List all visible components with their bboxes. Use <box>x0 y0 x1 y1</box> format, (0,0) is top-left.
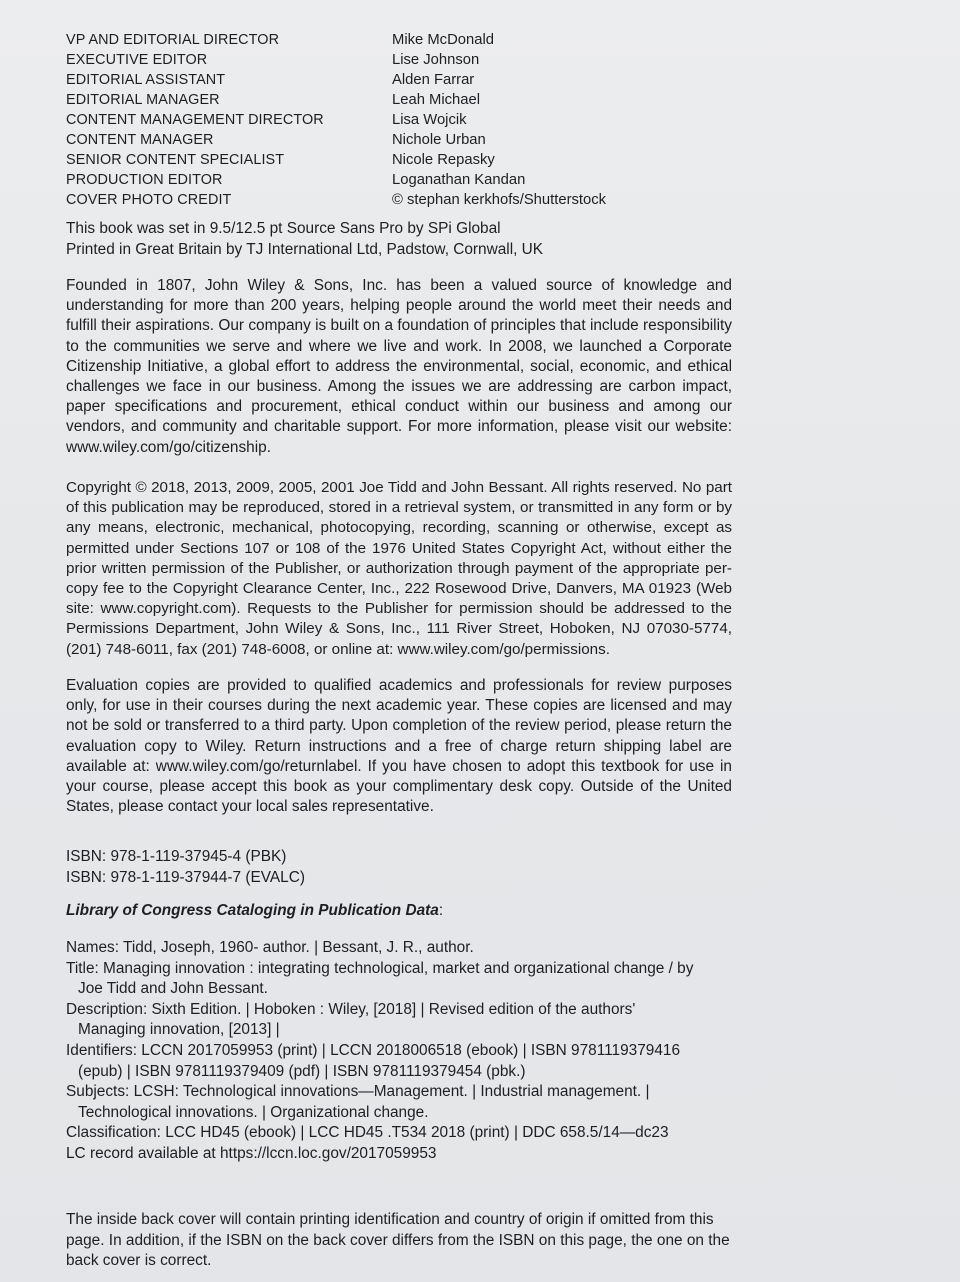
cip-subjects: Subjects: LCSH: Technological innovations—Management. | Industrial management. | Technological innovations. | Organizational change. <box>66 1083 650 1121</box>
credit-name: Lise Johnson <box>392 52 480 68</box>
copyright-paragraph <box>66 478 732 660</box>
credit-name: Leah Michael <box>392 92 481 108</box>
credit-row <box>66 188 666 208</box>
cip-classification: Classification: LCC HD45 (ebook) | LCC HD45 .T534 2018 (print) | DDC 658.5/14—dc23 <box>66 1124 669 1142</box>
back-cover-notice <box>66 1210 746 1272</box>
cip-names: Names: Tidd, Joseph, 1960- author. | Bessant, J. R., author. <box>66 939 474 956</box>
credit-row <box>66 68 666 88</box>
credit-name: Loganathan Kandan <box>392 172 526 188</box>
credits-list <box>66 28 666 208</box>
credit-row <box>66 168 666 188</box>
credit-role: VP AND EDITORIAL DIRECTOR <box>66 32 280 48</box>
credit-role: EXECUTIVE EDITOR <box>66 52 208 68</box>
credit-role: PRODUCTION EDITOR <box>66 172 223 188</box>
copyright-text: Copyright © 2018, 2013, 2009, 2005, 2001 Joe Tidd and John Bessant. All rights reserved. No part of this publication may be reproduced, stored in a retrieval system, or transmitted in any form or by any means, electronic, mechanical, photocopying, recording, scanning or otherwise, except as permitted under Sections 107 or 108 of the 1976 United States Copyright Act, without either the prior written permission of the Publisher, or authorization through payment of the appropriate per-copy fee to the Copyright Clearance Center, Inc., 222 Rosewood Drive, Danvers, MA 01923 (Web site: www.copyright.com). Requests to the Publisher for permission should be addressed to the Permissions Department, John Wiley & Sons, Inc., 111 River Street, Hoboken, NJ 07030-5774, (201) 748-6011, fax (201) 748-6008, or online at: www.wiley.com/go/permissions. <box>66 479 732 658</box>
credit-row <box>66 48 666 68</box>
credit-role: COVER PHOTO CREDIT <box>66 192 232 208</box>
credit-name: Nicole Repasky <box>392 152 495 168</box>
isbn-pbk: ISBN: 978-1-119-37945-4 (PBK) <box>66 848 287 865</box>
cip-identifiers: Identifiers: LCCN 2017059953 (print) | LCCN 2018006518 (ebook) | ISBN 9781119379416 (epub) | ISBN 9781119379409 (pdf) | ISBN 9781119379454 (pbk.) <box>66 1041 681 1080</box>
evaluation-text: Evaluation copies are provided to qualified academics and professionals for review purposes only, for use in their courses during the next academic year. These copies are licensed and may not be sold or transferred to a third party. Upon completion of the review period, please return the evaluation copy to Wiley. Return instructions and a free of charge return shipping label are available at: www.wiley.com/go/returnlabel. If you have chosen to adopt this textbook for use in your course, please accept this book as your complimentary desk copy. Outside of the United States, please contact your local sales representative. <box>66 677 732 816</box>
credit-role: CONTENT MANAGER <box>66 132 214 148</box>
typesetting-line: This book was set in 9.5/12.5 pt Source Sans Pro by SPi Global <box>66 220 501 237</box>
credit-role: EDITORIAL ASSISTANT <box>66 72 226 88</box>
credit-name: Lisa Wojcik <box>392 112 467 128</box>
credit-row <box>66 88 666 108</box>
notice-text: The inside back cover will contain printing identification and country of origin if omitted from this page. In addition, if the ISBN on the back cover differs from the ISBN on this page, the one on the back cover is correct. <box>66 1211 730 1270</box>
credit-role: SENIOR CONTENT SPECIALIST <box>66 152 285 168</box>
typesetting-info <box>66 218 732 260</box>
credit-name: Alden Farrar <box>392 72 475 88</box>
credit-name: Nichole Urban <box>392 132 486 148</box>
isbn-list <box>66 846 732 888</box>
cip-heading-colon: : <box>438 902 444 919</box>
printer-line: Printed in Great Britain by TJ International Ltd, Padstow, Cornwall, UK <box>66 241 544 258</box>
cip-data <box>66 938 706 1165</box>
cip-description: Description: Sixth Edition. | Hoboken : Wiley, [2018] | Revised edition of the authors' Managing innovation, [2013] | <box>66 1000 636 1039</box>
isbn-evalc: ISBN: 978-1-119-37944-7 (EVALC) <box>66 869 305 886</box>
cip-heading-text: Library of Congress Cataloging in Publication Data <box>66 902 439 919</box>
about-wiley-paragraph <box>66 276 732 458</box>
credit-row <box>66 28 666 48</box>
credit-row <box>66 148 666 168</box>
credit-row <box>66 128 666 148</box>
evaluation-paragraph <box>66 676 732 817</box>
cip-heading <box>66 902 443 920</box>
cip-lc-record: LC record available at https://lccn.loc.gov/2017059953 <box>66 1144 437 1162</box>
credit-role: EDITORIAL MANAGER <box>66 92 220 108</box>
credit-name: © stephan kerkhofs/Shutterstock <box>392 192 607 208</box>
cip-title: Title: Managing innovation : integrating technological, market and organizational change / by Joe Tidd and John Bessant. <box>66 959 694 998</box>
credit-role: CONTENT MANAGEMENT DIRECTOR <box>66 112 324 128</box>
credit-name: Mike McDonald <box>392 32 494 48</box>
credit-row <box>66 108 666 128</box>
about-text: Founded in 1807, John Wiley & Sons, Inc. has been a valued source of knowledge and understanding for more than 200 years, helping people around the world meet their needs and fulfill their aspirations. Our company is built on a foundation of principles that include responsibility to the communities we serve and where we live and work. In 2008, we launched a Corporate Citizenship Initiative, a global effort to address the environmental, social, economic, and ethical challenges we face in our business. Among the issues we are addressing are carbon impact, paper specifications and procurement, ethical conduct within our business and among our vendors, and community and charitable support. For more information, please visit our website: www.wiley.com/go/citizenship. <box>66 277 732 456</box>
